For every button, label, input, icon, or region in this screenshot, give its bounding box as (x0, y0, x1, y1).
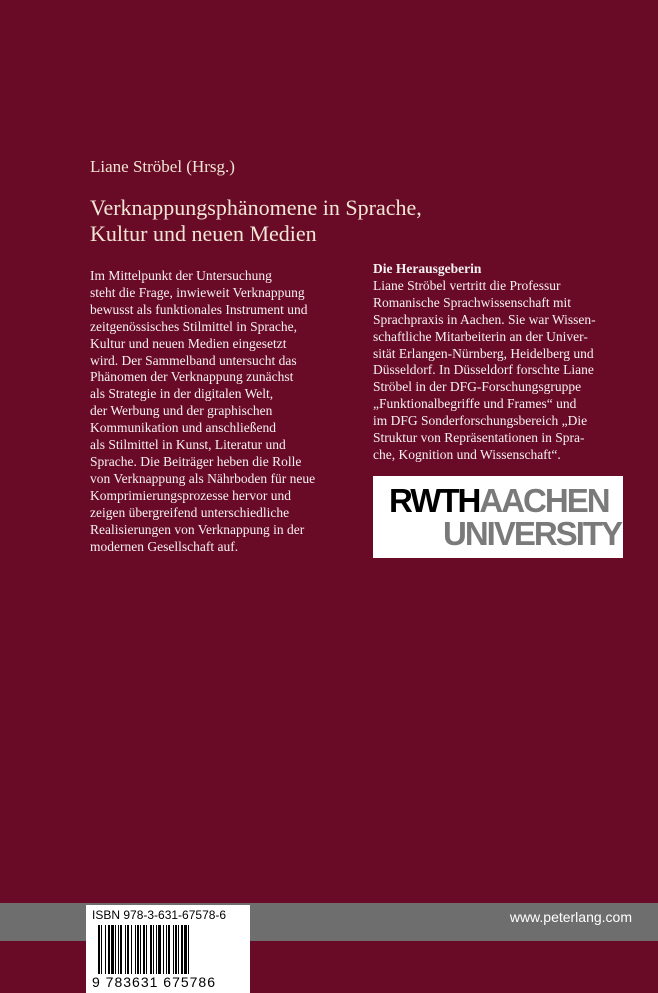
bio-line: Struktur von Repräsentationen in Spra- (373, 430, 585, 446)
bio-line: schaftliche Mitarbeiterin an der Univer- (373, 328, 588, 344)
bio-line: Ströbel in der DFG-Forschungsgruppe (373, 379, 582, 395)
logo-aachen: AACHEN (479, 482, 609, 519)
description-line: zeitgenössisches Stilmittel in Sprache, (90, 318, 297, 334)
description-line: Realisierungen von Verknappung in der (90, 521, 305, 537)
bio-line: Düsseldorf. In Düsseldorf forschte Liane (373, 362, 594, 378)
editor-bio (373, 261, 635, 464)
book-title (90, 195, 560, 247)
description-line: Phänomen der Verknappung zunächst (90, 369, 294, 385)
bio-line: im DFG Sonderforschungsbereich „Die (373, 413, 588, 429)
description-line: Sprache. Die Beiträger heben die Rolle (90, 453, 302, 469)
bio-line: Sprachpraxis in Aachen. Sie war Wissen- (373, 311, 596, 327)
editor-bio-heading: Die Herausgeberin (373, 261, 482, 276)
description-line: zeigen übergreifend unterschiedliche (90, 504, 290, 520)
bio-line: Liane Ströbel vertritt die Professur (373, 277, 561, 293)
description-line: als Strategie in der digitalen Welt, (90, 386, 274, 402)
description-line: als Stilmittel in Kunst, Literatur und (90, 437, 286, 453)
description-line: modernen Gesellschaft auf. (90, 538, 239, 554)
book-editor: Liane Ströbel (Hrsg.) (90, 157, 235, 176)
book-description (90, 268, 360, 555)
bio-line: „Funktionalbegriffe und Frames“ und (373, 396, 577, 412)
rwth-logo (373, 476, 623, 558)
publisher-website[interactable]: www.peterlang.com (509, 909, 632, 925)
description-line: Kommunikation und anschließend (90, 420, 276, 436)
logo-university: UNIVERSITY (443, 515, 622, 552)
description-line: der Werbung und der graphischen (90, 403, 273, 419)
logo-wordmark-top (389, 484, 609, 517)
description-line: bewusst als funktionales Instrument und (90, 301, 308, 317)
description-line: Komprimierungsprozesse hervor und (90, 487, 291, 503)
bio-line: Romanische Sprachwissenschaft mit (373, 294, 571, 310)
title-line: Verknappungsphänomene in Sprache, (90, 195, 422, 220)
bio-line: che, Kognition und Wissenschaft“. (373, 446, 561, 462)
description-line: Im Mittelpunkt der Untersuchung (90, 268, 272, 283)
isbn-label: ISBN 978-3-631-67578-6 (92, 908, 227, 922)
description-line: von Verknappung als Nährboden für neue (90, 470, 316, 486)
ean-digits: 9 783631 675786 (92, 974, 216, 990)
description-line: Kultur und neuen Medien eingesetzt (90, 335, 287, 351)
bio-line: sität Erlangen-Nürnberg, Heidelberg und (373, 345, 594, 361)
description-line: steht die Frage, inwieweit Verknappung (90, 284, 305, 300)
barcode-panel (86, 905, 250, 993)
title-line: Kultur und neuen Medien (90, 221, 317, 246)
logo-rwth: RWTH (389, 482, 480, 519)
description-line: wird. Der Sammelband untersucht das (90, 352, 297, 368)
